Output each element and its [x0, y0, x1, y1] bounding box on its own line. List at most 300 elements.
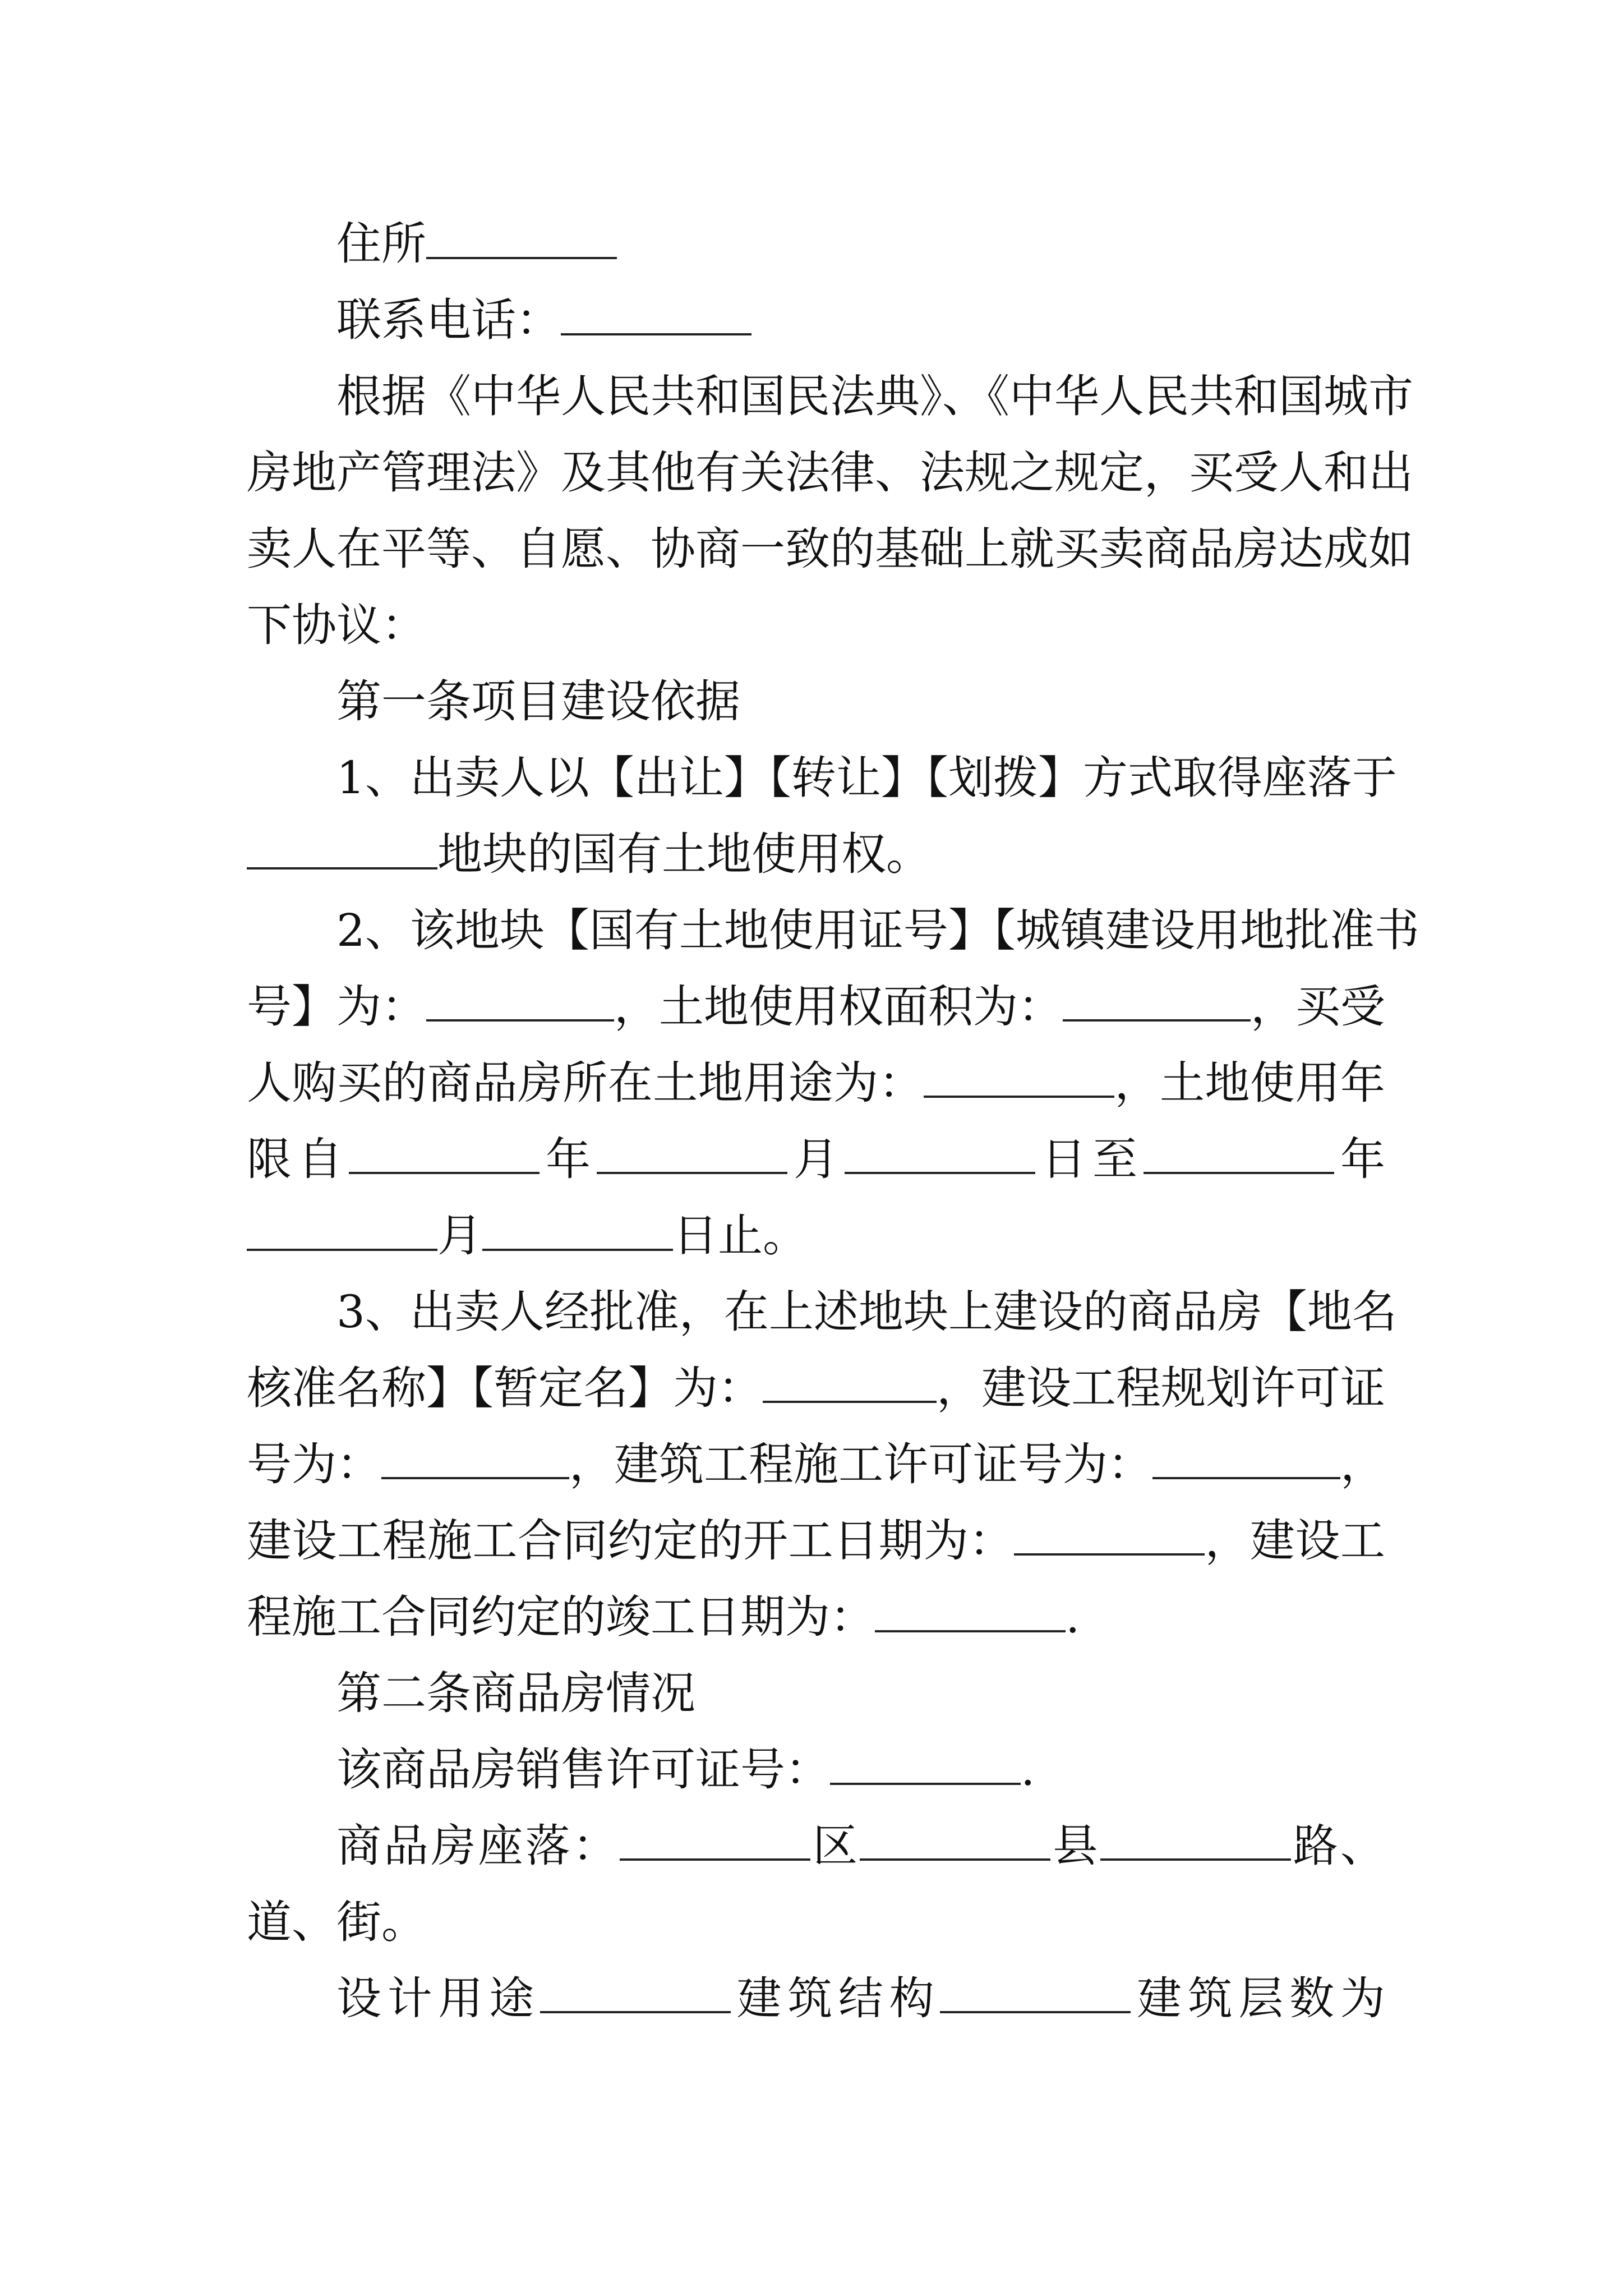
text-run: 取 — [1172, 752, 1218, 804]
blank-fill-line — [381, 1437, 569, 1479]
text-run: 、 — [365, 904, 410, 956]
text-run: 许 — [1251, 1362, 1295, 1414]
text-run: 卖 — [454, 1286, 500, 1338]
text-run: 面 — [883, 981, 928, 1033]
text-run: 的 — [830, 523, 875, 575]
text-run: ， — [1251, 981, 1295, 1033]
text-run: 据 — [381, 370, 426, 422]
text-run: ： — [572, 1820, 617, 1872]
clause-2-line-1 — [336, 903, 1419, 959]
text-run: 用 — [438, 1972, 483, 2024]
text-run: 以 — [544, 752, 589, 804]
text-run: 转 — [791, 752, 836, 804]
clause-3-line-5 — [247, 1589, 1385, 1645]
text-run: 权 — [838, 981, 883, 1033]
text-run: 国 — [740, 370, 785, 422]
text-run: 许 — [883, 1438, 928, 1490]
text-run: 就 — [1009, 523, 1054, 575]
text-run: 为 — [924, 1515, 969, 1567]
text-run: 施 — [794, 1438, 838, 1490]
text-run: 地 — [292, 447, 336, 499]
text-run: 划 — [948, 752, 993, 804]
text-run: 建 — [993, 1286, 1038, 1338]
text-run: 构 — [889, 1972, 934, 2024]
text-run: 卖 — [454, 752, 500, 804]
text-run: 工 — [788, 1515, 833, 1567]
text-run: 和 — [695, 370, 740, 422]
text-run: 的 — [382, 1057, 427, 1109]
text-run: 用 — [1295, 1057, 1340, 1109]
text-run: 号 — [247, 1438, 292, 1490]
text-run: 途 — [788, 1057, 833, 1109]
text-run: 式 — [1127, 752, 1173, 804]
text-run: 名 — [1352, 1286, 1397, 1338]
text-run: 建 — [247, 1515, 292, 1567]
text-run: 层 — [1238, 1972, 1284, 2024]
text-run: 法 — [920, 447, 965, 499]
text-run: 国 — [589, 904, 634, 956]
text-run: 人 — [292, 523, 336, 575]
text-run: 为 — [673, 1362, 718, 1414]
text-run: 规 — [1161, 1362, 1206, 1414]
text-run: 房 — [1234, 523, 1279, 575]
text-run: 可 — [1295, 1362, 1340, 1414]
text-run: 证 — [858, 904, 903, 956]
text-run: 土 — [659, 981, 704, 1033]
text-run: 的 — [1082, 1286, 1128, 1338]
text-run: 为 — [833, 1057, 879, 1109]
text-run: 关 — [740, 447, 785, 499]
text-run: 座 — [478, 1820, 523, 1872]
text-run: 日止。 — [673, 1209, 808, 1262]
text-run: 区 — [813, 1820, 858, 1872]
text-run: ， — [1340, 1438, 1385, 1490]
text-run: 和 — [1234, 370, 1279, 422]
text-run: 定 — [1099, 447, 1144, 499]
blank-fill-line — [1063, 979, 1251, 1022]
text-run: 土 — [653, 1057, 698, 1109]
text-run: 用 — [1195, 904, 1240, 956]
text-run: 人 — [1279, 447, 1324, 499]
text-run: 中 — [1009, 370, 1054, 422]
text-run: 年 — [546, 1133, 591, 1185]
text-run: 地 — [1307, 1286, 1352, 1338]
text-run: 受 — [1234, 447, 1279, 499]
text-run: 如 — [1368, 523, 1413, 575]
text-run: 设 — [1038, 1286, 1083, 1338]
text-run: 途 — [489, 1972, 534, 2024]
text-run: 县 — [1053, 1820, 1098, 1872]
text-run: ： — [1018, 981, 1063, 1033]
text-run: 国 — [1279, 370, 1324, 422]
text-run: 的 — [698, 1515, 743, 1567]
text-run: 城 — [1324, 370, 1368, 422]
text-run: 设 — [292, 1515, 337, 1567]
text-run: 房 — [1217, 1286, 1262, 1338]
text-run: 设 — [336, 1972, 381, 2024]
text-run: 】【 — [880, 752, 948, 804]
text-run: 法 — [830, 370, 875, 422]
text-run: 准 — [1329, 904, 1375, 956]
preamble-line-4 — [247, 597, 1385, 654]
text-run: 、 — [606, 523, 651, 575]
text-run: 建 — [1249, 1515, 1295, 1567]
text-run: 华 — [1054, 370, 1099, 422]
blank-fill-line — [763, 1360, 937, 1403]
text-run: 、 — [471, 523, 516, 575]
text-run: 让 — [679, 752, 724, 804]
text-run: 商 — [1127, 1286, 1173, 1338]
text-run: 工 — [336, 1515, 382, 1567]
clause-3-line-1 — [336, 1284, 1397, 1340]
text-run: 他 — [651, 447, 695, 499]
text-run: 批 — [1284, 904, 1330, 956]
text-run: 道、街。 — [247, 1896, 426, 1948]
text-run: 该 — [409, 904, 455, 956]
text-run: 自 — [516, 523, 561, 575]
text-run: 根 — [336, 370, 381, 422]
blank-fill-line — [1152, 1437, 1340, 1479]
text-run: 块 — [903, 1286, 948, 1338]
text-run: 华 — [516, 370, 561, 422]
clause-3-line-3 — [247, 1437, 1385, 1493]
text-run: 结 — [838, 1972, 883, 2024]
text-run: 所 — [562, 1057, 608, 1109]
text-run: 【 — [544, 904, 589, 956]
text-run: 出 — [1368, 447, 1413, 499]
text-run: 施 — [427, 1515, 472, 1567]
clause-2-line-3 — [247, 1055, 1385, 1111]
text-run: 为 — [292, 1438, 336, 1490]
text-run: 房 — [431, 1820, 476, 1872]
blank-fill-line — [924, 1055, 1114, 1098]
text-run: 程施工合同约定的竣工日期为： — [247, 1591, 875, 1643]
text-run: 出 — [634, 752, 679, 804]
text-run: 数 — [1289, 1972, 1335, 2024]
text-run: 拨 — [993, 752, 1038, 804]
text-run: 房 — [247, 447, 292, 499]
text-run: 础 — [920, 523, 965, 575]
text-run: 称 — [381, 1362, 426, 1414]
text-run: 第二条商品房情况 — [336, 1667, 695, 1719]
text-run: 划 — [1206, 1362, 1251, 1414]
text-run: 上 — [948, 1286, 993, 1338]
text-run: 号 — [1018, 1438, 1063, 1490]
text-run: 】 — [1038, 752, 1083, 804]
text-run: 第一条项目建设依据 — [336, 675, 740, 728]
clause-3-line-4 — [247, 1513, 1385, 1569]
text-run: 】【 — [426, 1362, 494, 1414]
text-run: 人 — [1099, 370, 1144, 422]
text-run: ， — [1114, 1057, 1160, 1109]
text-run: 共 — [1189, 370, 1234, 422]
text-run: 民 — [785, 370, 830, 422]
text-run: 使 — [768, 904, 814, 956]
text-run: 共 — [651, 370, 695, 422]
text-run: 品 — [472, 1057, 518, 1109]
blank-fill-line — [940, 1971, 1131, 2013]
text-run: 年 — [1340, 1133, 1385, 1185]
text-run: 商 — [336, 1820, 381, 1872]
clause-2-line-5 — [247, 1208, 1385, 1264]
text-run: 工 — [838, 1438, 883, 1490]
text-run: ， — [1144, 447, 1189, 499]
text-run: 年 — [1340, 1057, 1385, 1109]
text-run: 筑 — [1187, 1972, 1233, 2024]
text-run: 核 — [247, 1362, 292, 1414]
blank-fill-line — [620, 1818, 810, 1861]
text-run: 同 — [562, 1515, 608, 1567]
text-run: 地 — [454, 904, 500, 956]
text-run: 可 — [928, 1438, 973, 1490]
text-run: 地 — [723, 904, 769, 956]
text-run: 述 — [813, 1286, 859, 1338]
text-run: 限 — [247, 1133, 292, 1185]
text-run: 批 — [589, 1286, 634, 1338]
text-run: 使 — [749, 981, 794, 1033]
blank-fill-line — [426, 217, 617, 259]
text-run: 有 — [634, 904, 679, 956]
text-run: 建 — [736, 1972, 782, 2024]
text-run: 其 — [606, 447, 651, 499]
text-run: 商 — [1144, 523, 1189, 575]
text-run: 开 — [743, 1515, 789, 1567]
text-run: 、 — [875, 447, 920, 499]
text-run: 3 — [336, 1286, 365, 1338]
text-run: 得 — [1217, 752, 1262, 804]
text-run: 月 — [794, 1133, 838, 1185]
text-run: 土 — [1159, 1057, 1205, 1109]
text-run: 工 — [1340, 1515, 1385, 1567]
blank-fill-line — [482, 1208, 673, 1251]
text-run: 一 — [740, 523, 785, 575]
text-run: 用 — [794, 981, 838, 1033]
text-run: 买 — [1295, 981, 1340, 1033]
text-run: 联系电话： — [336, 294, 561, 346]
blank-fill-line — [540, 1971, 731, 2013]
text-run: 在 — [723, 1286, 769, 1338]
text-run: 名 — [336, 1362, 381, 1414]
text-run: 设 — [1150, 904, 1195, 956]
text-run: 理 — [426, 447, 471, 499]
text-run: 土 — [679, 904, 724, 956]
text-run: 日 — [833, 1515, 879, 1567]
text-run: 证 — [1340, 1362, 1385, 1414]
text-run: 建 — [1137, 1972, 1182, 2024]
text-run: ， — [1205, 1515, 1250, 1567]
text-run: 》、《 — [920, 370, 1009, 422]
text-run: 期 — [878, 1515, 924, 1567]
text-run: . — [1021, 1743, 1035, 1796]
text-run: 地块的国有土地使用权。 — [437, 828, 931, 880]
text-run: 达 — [1279, 523, 1324, 575]
text-run: 民 — [1144, 370, 1189, 422]
text-run: 】 — [628, 1362, 673, 1414]
article-1-heading — [336, 674, 1385, 730]
location-line-2 — [247, 1894, 1385, 1950]
text-run: 房 — [517, 1057, 562, 1109]
text-run: 住所 — [336, 218, 426, 270]
text-run: 定 — [538, 1362, 583, 1414]
text-run: 在 — [607, 1057, 653, 1109]
blank-fill-line — [247, 1208, 437, 1251]
text-run: 品 — [384, 1820, 429, 1872]
text-run: ： — [381, 981, 426, 1033]
text-run: 律 — [830, 447, 875, 499]
text-run: 工 — [704, 1438, 749, 1490]
text-run: 建 — [981, 1362, 1026, 1414]
text-run: 致 — [785, 523, 830, 575]
design-use-line — [336, 1971, 1385, 2027]
text-run: 程 — [382, 1515, 427, 1567]
text-run: 上 — [768, 1286, 814, 1338]
text-run: 人 — [499, 752, 545, 804]
text-run: 建 — [1105, 904, 1150, 956]
blank-fill-line — [1100, 1818, 1291, 1861]
text-run: ， — [614, 981, 659, 1033]
text-run: 民 — [606, 370, 651, 422]
text-run: ： — [336, 1438, 381, 1490]
blank-fill-line — [1144, 1131, 1334, 1174]
text-run: 至 — [1092, 1133, 1137, 1185]
blank-fill-line — [597, 1131, 787, 1174]
text-run: 人 — [561, 370, 606, 422]
text-run: 筑 — [659, 1438, 704, 1490]
text-run: 在 — [336, 523, 381, 575]
text-run: 为 — [973, 981, 1018, 1033]
text-run: 块 — [499, 904, 545, 956]
text-run: 下协议： — [247, 599, 426, 651]
blank-fill-line — [561, 293, 751, 335]
text-run: 成 — [1324, 523, 1368, 575]
text-run: 号 — [903, 904, 948, 956]
blank-fill-line — [845, 1131, 1035, 1174]
text-run: 于 — [1352, 752, 1397, 804]
text-run: 、 — [365, 1286, 410, 1338]
blank-fill-line — [875, 1590, 1066, 1632]
text-run: 买 — [336, 1057, 382, 1109]
text-run: 上 — [965, 523, 1009, 575]
text-run: 、 — [1340, 1820, 1385, 1872]
text-run: . — [1066, 1591, 1080, 1643]
text-run: 经 — [544, 1286, 589, 1338]
text-run: 商 — [427, 1057, 472, 1109]
text-run: 用 — [813, 904, 859, 956]
text-run: 】【 — [723, 752, 791, 804]
text-run: ， — [679, 1286, 724, 1338]
text-run: 约 — [607, 1515, 653, 1567]
text-run: 为 — [336, 981, 381, 1033]
clause-2-line-4 — [247, 1131, 1385, 1188]
text-run: 设 — [1026, 1362, 1071, 1414]
text-run: ， — [569, 1438, 614, 1490]
text-run: 平 — [381, 523, 426, 575]
text-run: 地 — [704, 981, 749, 1033]
text-run: 地 — [1205, 1057, 1250, 1109]
phone-line — [336, 292, 1385, 348]
text-run: 书 — [1374, 904, 1419, 956]
text-run: 使 — [1249, 1057, 1295, 1109]
text-run: 设 — [1295, 1515, 1340, 1567]
text-run: 买 — [1054, 523, 1099, 575]
text-run: 程 — [749, 1438, 794, 1490]
text-run: ， — [937, 1362, 981, 1414]
blank-fill-line — [349, 1131, 540, 1174]
text-run: 】 — [292, 981, 336, 1033]
text-run: 卖 — [1099, 523, 1144, 575]
text-run: ： — [878, 1057, 924, 1109]
preamble-line-3 — [247, 521, 1413, 577]
text-run: 等 — [426, 523, 471, 575]
preamble-line-1 — [336, 369, 1413, 425]
text-run: 及 — [561, 447, 606, 499]
text-run: 品 — [1172, 1286, 1218, 1338]
text-run: 《 — [426, 370, 471, 422]
text-run: 规 — [965, 447, 1009, 499]
text-run: 该商品房销售许可证号： — [336, 1743, 830, 1796]
text-run: 【 — [1262, 1286, 1307, 1338]
text-run: 暂 — [494, 1362, 538, 1414]
text-run: 市 — [1368, 370, 1413, 422]
clause-1-line-2 — [247, 826, 1385, 882]
text-run: ： — [718, 1362, 763, 1414]
residence-line — [336, 216, 1385, 272]
text-run: 落 — [525, 1820, 570, 1872]
text-run: 程 — [1116, 1362, 1161, 1414]
text-run: 、 — [365, 752, 410, 804]
text-run: ： — [969, 1515, 1014, 1567]
text-run: 路 — [1293, 1820, 1338, 1872]
text-run: 落 — [1307, 752, 1352, 804]
blank-fill-line — [426, 979, 614, 1022]
text-run: 1 — [336, 752, 365, 804]
clause-3-line-2 — [247, 1360, 1385, 1416]
text-run: 合 — [517, 1515, 562, 1567]
article-2-heading — [336, 1665, 1385, 1722]
text-run: 积 — [928, 981, 973, 1033]
text-run: 人 — [499, 1286, 545, 1338]
text-run: 工 — [472, 1515, 518, 1567]
text-run: 出 — [409, 1286, 455, 1338]
text-run: 基 — [875, 523, 920, 575]
text-run: 为 — [1340, 1972, 1385, 2024]
text-run: 方 — [1082, 752, 1128, 804]
text-run: 法 — [785, 447, 830, 499]
text-run: 受 — [1340, 981, 1385, 1033]
text-run: 愿 — [561, 523, 606, 575]
text-run: 协 — [651, 523, 695, 575]
text-run: 法 — [471, 447, 516, 499]
text-run: 典 — [875, 370, 920, 422]
text-run: 号 — [247, 981, 292, 1033]
text-run: 之 — [1009, 447, 1054, 499]
text-run: 出 — [409, 752, 455, 804]
text-run: 产 — [336, 447, 381, 499]
text-run: 规 — [1054, 447, 1099, 499]
text-run: 自 — [298, 1133, 343, 1185]
text-run: 城 — [1015, 904, 1061, 956]
text-run: 建 — [614, 1438, 659, 1490]
blank-fill-line — [830, 1742, 1021, 1785]
text-run: 工 — [1071, 1362, 1116, 1414]
text-run: 2 — [336, 904, 365, 956]
text-run: 买 — [1189, 447, 1234, 499]
location-line-1 — [336, 1818, 1385, 1874]
text-run: 地 — [698, 1057, 743, 1109]
text-run: 座 — [1262, 752, 1307, 804]
text-run: 让 — [836, 752, 881, 804]
text-run: 】【 — [948, 904, 1016, 956]
